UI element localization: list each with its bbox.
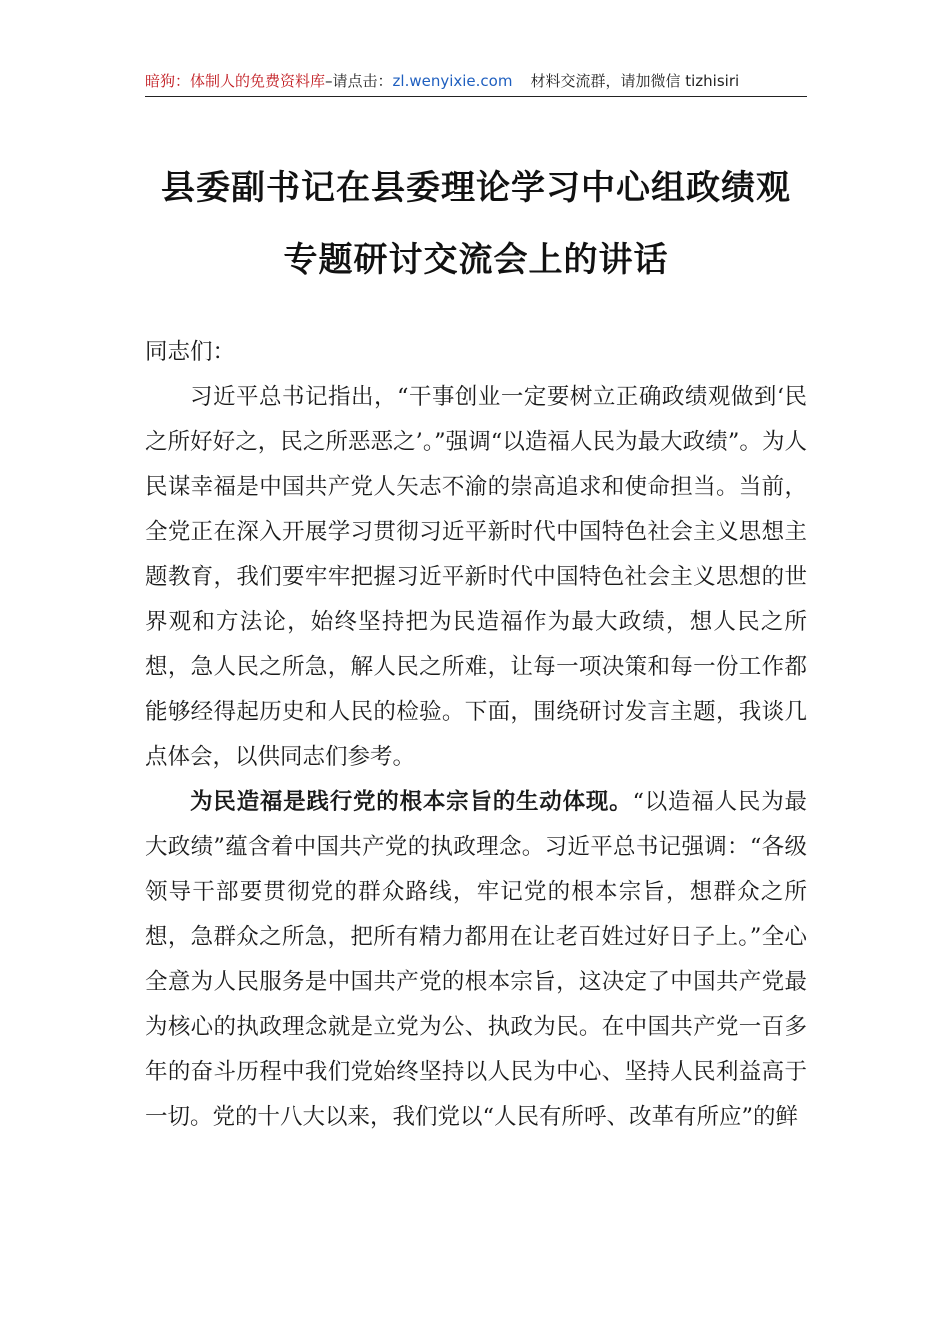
header-banner — [145, 66, 807, 97]
header-link[interactable]: zl.wenyixie.com — [392, 72, 513, 90]
document-title-line-2: 专题研讨交流会上的讲话 — [283, 240, 669, 280]
document-body — [145, 330, 807, 1140]
paragraph-1: 习近平总书记指出，“干事创业一定要树立正确政绩观做到‘民之所好好之，民之所恶恶之’。”强调“以造福人民为最大政绩”。为人民谋幸福是中国共产党人矢志不渝的崇高追求和使命担当。当前，全党正在深入开展学习贯彻习近平新时代中国特色社会主义思想主题教育，我们要牢牢把握习近平新时代中国特色社会主义思想的世界观和方法论，始终坚持把为民造福作为最大政绩，想人民之所想，急人民之所急，解人民之所难，让每一项决策和每一份工作都能够经得起历史和人民的检验。下面，围绕研讨发言主题，我谈几点体会，以供同志们参考。 — [145, 384, 807, 770]
header-prompt: –请点击： — [325, 72, 393, 90]
document-title-line-1: 县委副书记在县委理论学习中心组政绩观 — [161, 168, 791, 208]
header-wechat-note: 材料交流群，请加微信 tizhisiri — [530, 72, 740, 90]
header-brand: 暗狗：体制人的免费资料库 — [145, 72, 326, 90]
salutation: 同志们： — [145, 339, 236, 365]
paragraph-2-heading: 为民造福是践行党的根本宗旨的生动体现。 — [190, 789, 633, 815]
paragraph-2 — [145, 780, 807, 1140]
paragraph-2-text: “以造福人民为最大政绩”蕴含着中国共产党的执政理念。习近平总书记强调：“各级领导干部要贯彻党的群众路线，牢记党的根本宗旨，想群众之所想，急群众之所急，把所有精力都用在让老百姓过好日子上。”全心全意为人民服务是中国共产党的根本宗旨，这决定了中国共产党最为核心的执政理念就是立党为公、执政为民。在中国共产党一百多年的奋斗历程中我们党始终坚持以人民为中心、坚持人民利益高于一切。党的十八大以来，我们党以“人民有所呼、改革有所应”的鲜 — [145, 789, 807, 1130]
